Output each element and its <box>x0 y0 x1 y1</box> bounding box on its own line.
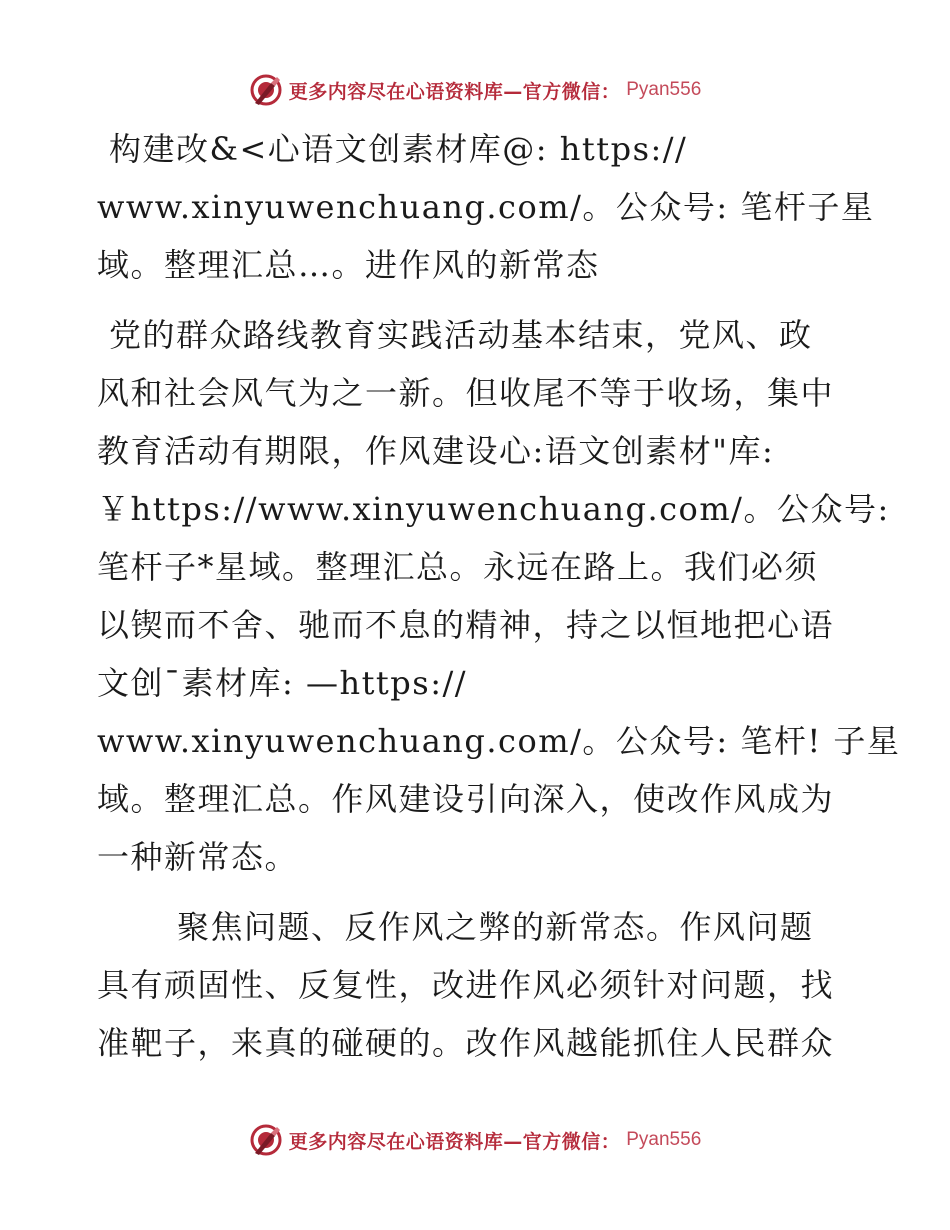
paragraph-1 <box>97 120 875 294</box>
banner-text: 更多内容尽在心语资料库—官方微信： <box>288 1130 621 1153</box>
text-line: 域。整理汇总。作风建设引向深入，使改作风成为 <box>97 780 835 818</box>
banner-text: 更多内容尽在心语资料库—官方微信： <box>288 80 621 103</box>
banner-wechat-id: Pyan556 <box>626 1129 702 1150</box>
paragraph-2 <box>97 306 901 886</box>
text-line: 准靶子，来真的碰硬的。改作风越能抓住人民群众 <box>97 1024 835 1062</box>
text-line: 域。整理汇总…。进作风的新常态 <box>97 246 600 284</box>
text-line: 构建改&<心语文创素材库@: https:// <box>109 130 688 168</box>
text-line: 以锲而不舍、驰而不息的精神，持之以恒地把心语 <box>97 606 835 644</box>
text-line: ￥https://www.xinyuwenchuang.com/。公众号: <box>97 490 890 528</box>
text-line: 风和社会风气为之一新。但收尾不等于收场，集中 <box>97 374 835 412</box>
pen-logo-icon <box>249 1123 283 1157</box>
text-line: 聚焦问题、反作风之弊的新常态。作风问题 <box>177 908 814 946</box>
text-line: 具有顽固性、反复性，改进作风必须针对问题，找 <box>97 966 835 1004</box>
text-line: www.xinyuwenchuang.com/。公众号: 笔杆子星 <box>97 188 875 226</box>
text-line: 笔杆子*星域。整理汇总。永远在路上。我们必须 <box>97 548 819 586</box>
banner-wechat-id: Pyan556 <box>626 79 702 100</box>
text-line: www.xinyuwenchuang.com/。公众号: 笔杆! 子星 <box>97 722 901 760</box>
header-banner <box>0 70 950 110</box>
text-line: 教育活动有期限，作风建设心:语文创素材"库: <box>97 432 775 470</box>
document-body <box>97 120 901 1072</box>
paragraph-3 <box>97 898 857 1072</box>
text-line: 党的群众路线教育实践活动基本结束，党风、政 <box>109 316 813 354</box>
pen-logo-icon <box>249 73 283 107</box>
text-line: 一种新常态。 <box>97 838 299 876</box>
text-line: 文创¯素材库: —https:// <box>97 664 468 702</box>
footer-banner <box>0 1120 950 1160</box>
